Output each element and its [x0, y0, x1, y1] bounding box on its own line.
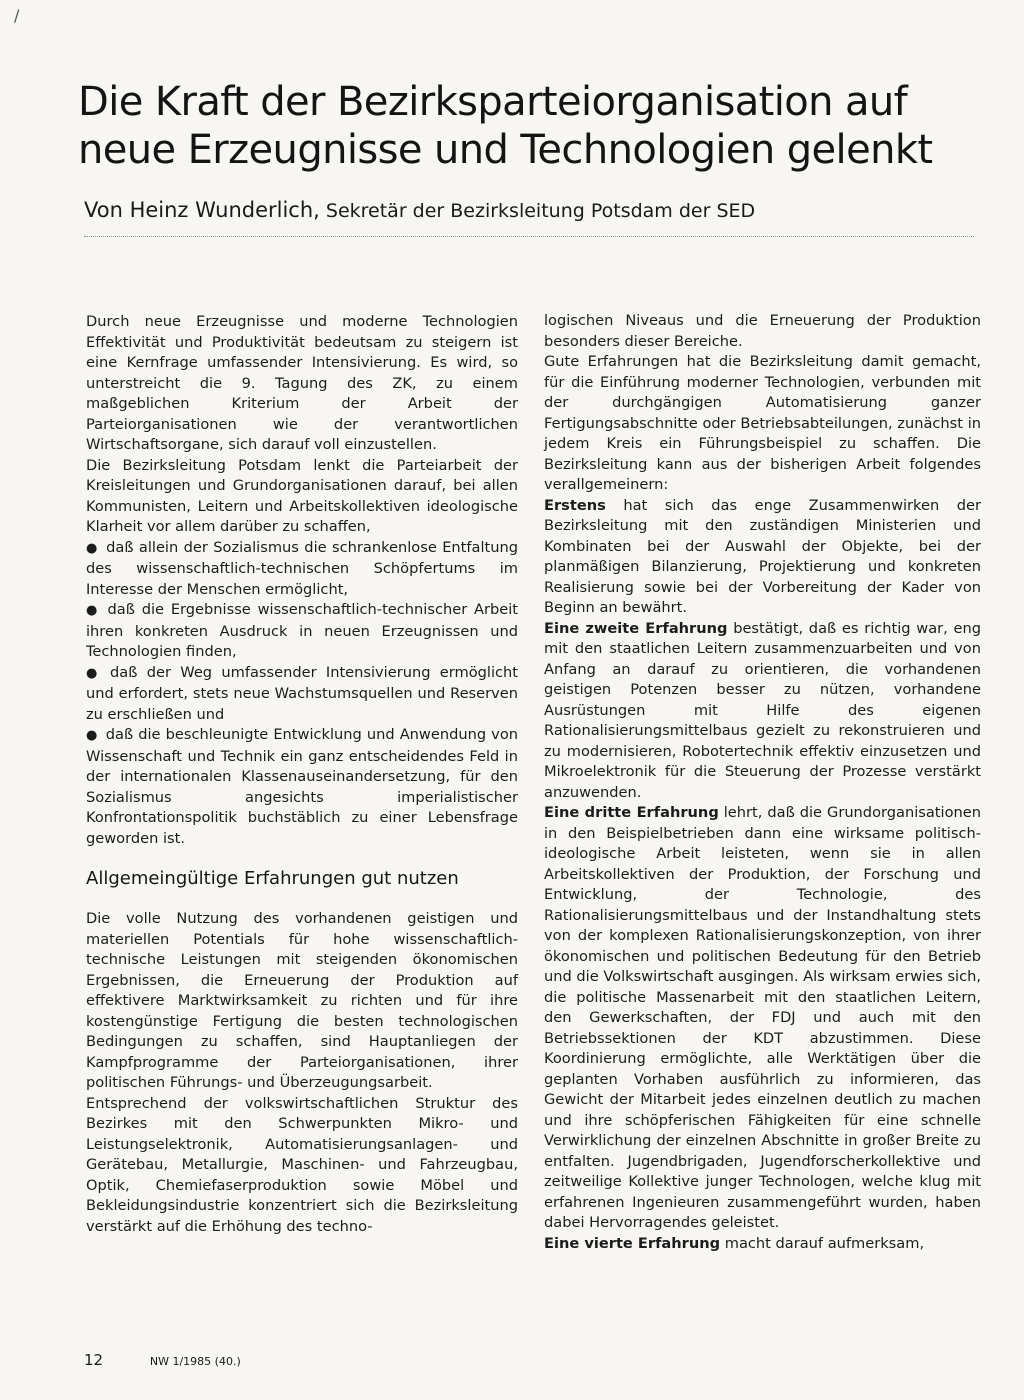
bullet-item: ● daß die beschleunigte Entwicklung und Anwendung von Wissenschaft und Technik ein ganz entscheidendes Feld in der internationalen Klassenauseinandersetzung, für den Sozialismus angesichts imperialistischer Konfrontationspolitik buchstäblich zu einer Lebensfrage geworden ist. — [86, 725, 518, 849]
paragraph: Die volle Nutzung des vorhandenen geistigen und materiellen Potentials für hohe wissenschaftlich-technische Leistungen mit steigenden ökonomischen Ergebnissen, die Erneuerung der Produktion auf effektivere Marktwirksamkeit zu richten und für ihre kostengünstige Fertigung die besten technologischen Bedingungen zu schaffen, sind Hauptanliegen der Kampfprogramme der Parteiorganisationen, ihrer politischen Führungs- und Überzeugungsarbeit. — [86, 910, 518, 1091]
paragraph: Entsprechend der volkswirtschaftlichen Struktur des Bezirkes mit den Schwerpunkten Mikro- und Leistungselektronik, Automatisierungsanlagen- und Gerätebau, Metallurgie, Maschinen- und Fahrzeugbau, Optik, Chemiefaserproduktion sowie Möbel und Bekleidungsindustrie konzentriert sich die Bezirksleitung verstärkt auf die Erhöhung des techno- — [86, 1094, 518, 1235]
paragraph-lead: Eine zweite Erfahrung — [544, 619, 728, 637]
paragraph — [544, 496, 981, 619]
page-number: 12 — [84, 1351, 104, 1369]
paragraph: Gute Erfahrungen hat die Bezirksleitung damit gemacht, für die Einführung moderner Technologien, verbunden mit der durchgängigen Automatisierung ganzer Fertigungsabschnitte oder Betriebsabteilungen, zunächst in jedem Kreis ein Führungsbeispiel zu schaffen. Die Bezirksleitung kann aus der bisherigen Arbeit folgendes verallgemeinern: — [544, 353, 981, 493]
scan-mark: / — [14, 6, 20, 25]
bullet-item: ● daß die Ergebnisse wissenschaftlich-technischer Arbeit ihren konkreten Ausdruck in neuen Erzeugnissen und Technologien finden, — [86, 600, 518, 663]
paragraph-body: lehrt, daß die Grundorganisationen in den Beispielbetrieben dann eine wirksame politisch-ideologische Arbeit leisteten, wenn sie in allen Arbeitskollektiven der Produktion, der Forschung und Entwicklung, der Technologie, des Rationalisierungsmittelbaus und der Instandhaltung stets von der komplexen Rationalisierungskonzeption, von ihrer ökonomischen und politischen Bedeutung für den Betrieb und die Volkswirtschaft ausgingen. Als wirksam erwies sich, die politische Massenarbeit mit den staatlichen Leitern, den Gewerkschaften, der FDJ und auch mit den Betriebssektionen der KDT abzustimmen. Diese Koordinierung ermöglichte, alle Werktätigen über die geplanten Vorhaben ausführlich zu informieren, das Gewicht der Mitarbeit jedes einzelnen deutlich zu machen und ihre schöpferischen Fähigkeiten für eine schnelle Verwirklichung der einzelnen Abschnitte in großer Breite zu entfalten. Jugendbrigaden, Jugendforscherkollektive und zeitweilige Kollektive junger Technologen, welche klug mit erfahrenen Ingenieuren zusammengeführt wurden, haben dabei Hervorragendes geleistet. — [544, 804, 982, 1231]
paragraph-lead: Erstens — [544, 496, 606, 514]
right-column — [544, 311, 981, 1254]
paragraph-lead: Eine vierte Erfahrung — [544, 1234, 721, 1252]
paragraph: Die Bezirksleitung Potsdam lenkt die Parteiarbeit der Kreisleitungen und Grundorganisationen darauf, bei allen Kommunisten, Leitern und Arbeitskollektiven ideologische Klarheit vor allem darüber zu schaffen, — [86, 456, 518, 535]
paragraph — [544, 619, 981, 804]
byline-role: Sekretär der Bezirksleitung Potsdam der SED — [319, 200, 756, 222]
byline-divider — [84, 236, 974, 237]
paragraph-lead: Eine dritte Erfahrung — [544, 804, 719, 821]
byline-author: Von Heinz Wunderlich, — [84, 198, 320, 222]
paragraph-body: bestätigt, daß es richtig war, eng mit den staatlichen Leitern zusammenzuarbeiten und von Anfang an darauf zu orientieren, die vorhandenen geistigen Potenzen besser zu nützen, vorhandene Ausrüstungen mit Hilfe des eigenen Rationalisierungsmittelbaus gezielt zu rekonstruieren und zu modernisieren, Robotertechnik effektiv einzusetzen und Mikroelektronik für die Steuerung der Prozesse verstärkt anzuwenden. — [544, 619, 981, 801]
article-byline — [84, 198, 964, 222]
page-footer — [84, 1351, 241, 1369]
issue-reference: NW 1/1985 (40.) — [149, 1355, 241, 1368]
paragraph: logischen Niveaus und die Erneuerung der Produktion besonders dieser Bereiche. — [544, 312, 981, 350]
article-title: Die Kraft der Bezirksparteiorganisation auf neue Erzeugnisse und Technologien gelenkt — [78, 79, 933, 173]
section-subheading: Allgemeingültige Erfahrungen gut nutzen — [86, 868, 459, 889]
paragraph — [544, 803, 981, 1234]
paragraph: Durch neue Erzeugnisse und moderne Technologien Effektivität und Produktivität bedeutsam zu steigern ist eine Kernfrage umfassender Intensivierung. Es wird, so unterstreicht die 9. Tagung des ZK, zu einem maßgeblichen Kriterium der Arbeit der Parteiorganisationen wie der verantwortlichen Wirtschaftsorgane, sich darauf voll einzustellen. — [86, 313, 518, 453]
paragraph — [544, 1234, 981, 1255]
bullet-item: ● daß der Weg umfassender Intensivierung ermöglicht und erfordert, stets neue Wachstumsquellen und Reserven zu erschließen und — [86, 663, 518, 726]
bullet-item: ● daß allein der Sozialismus die schrankenlose Entfaltung des wissenschaftlich-technischen Schöpfertums im Interesse der Menschen ermöglicht, — [86, 538, 518, 601]
left-column — [86, 312, 518, 1237]
paragraph-body: macht darauf aufmerksam, — [720, 1234, 925, 1252]
paragraph-body: hat sich das enge Zusammenwirken der Bezirksleitung mit den zuständigen Ministerien und Kombinaten bei der Auswahl der Objekte, bei der planmäßigen Bilanzierung, Projektierung und konkreten Realisierung sowie bei der Vorbereitung der Kader von Beginn an bewährt. — [544, 496, 981, 616]
